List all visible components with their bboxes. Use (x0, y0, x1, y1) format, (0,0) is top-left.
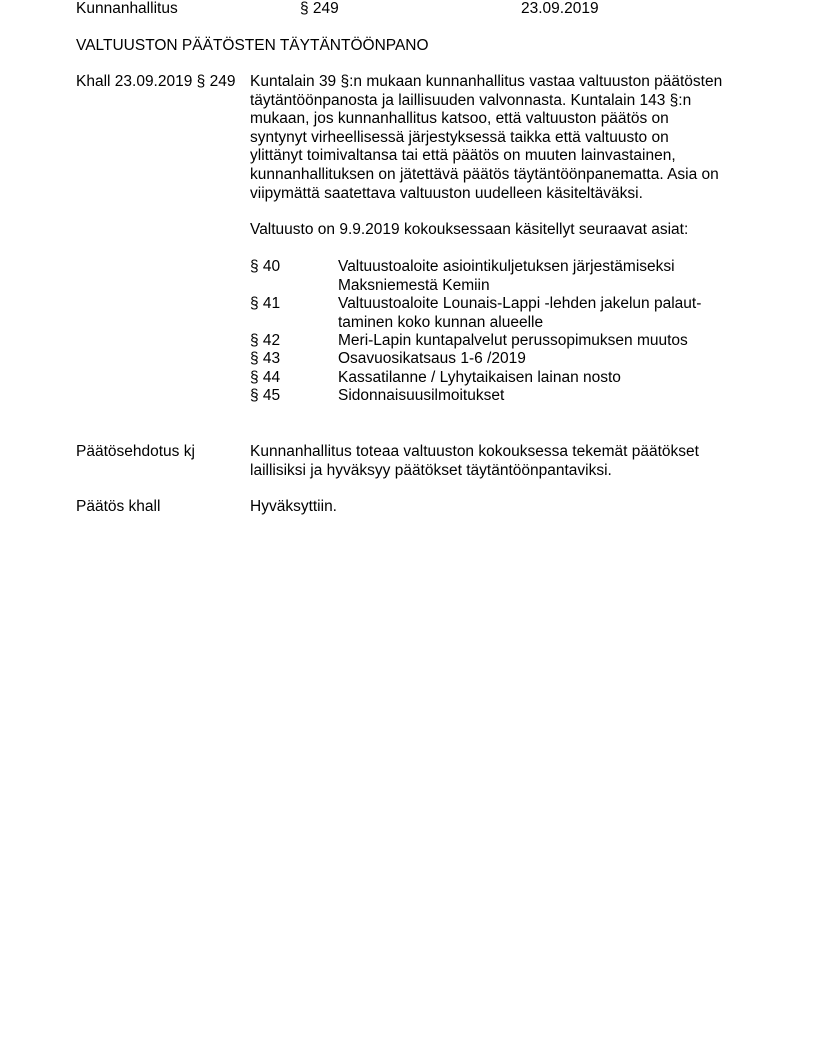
decision-label: Päätös khall (76, 498, 161, 515)
item-text: Meri-Lapin kuntapalvelut perussopimuksen muutos (338, 332, 688, 349)
item-text: Valtuustoaloite Lounais-Lappi -lehden jakelun palaut- (338, 295, 702, 312)
paragraph-line: laillisiksi ja hyväksyy päätökset täytäntöönpantaviksi. (250, 461, 612, 479)
item-number: § 45 (250, 387, 281, 404)
paragraph-line: viipymättä saatettava valtuuston uudelleen käsiteltäväksi. (250, 184, 643, 202)
item-text: Sidonnaisuusilmoitukset (338, 387, 505, 404)
item-number: § 41 (250, 295, 281, 312)
header-date: 23.09.2019 (521, 0, 599, 17)
item-text: Maksniemestä Kemiin (338, 276, 490, 294)
paragraph-line: Kuntalain 39 §:n mukaan kunnanhallitus vastaa valtuuston päätösten (250, 73, 723, 90)
paragraph-line: täytäntöönpanosta ja laillisuuden valvonnasta. Kuntalain 143 §:n (250, 91, 692, 109)
decision-text: Hyväksyttiin. (250, 498, 337, 515)
item-number: § 44 (250, 369, 281, 386)
proposal-label: Päätösehdotus kj (76, 443, 195, 460)
proposal-paragraph (250, 443, 750, 480)
preparation-paragraph (250, 73, 750, 203)
item-text: Osavuosikatsaus 1-6 /2019 (338, 350, 526, 367)
paragraph-line: ylittänyt toimivaltansa tai että päätös on muuten lainvastainen, (250, 147, 676, 165)
items-intro: Valtuusto on 9.9.2019 kokouksessaan käsitellyt seuraavat asiat: (250, 221, 689, 238)
document-title: VALTUUSTON PÄÄTÖSTEN TÄYTÄNTÖÖNPANO (76, 37, 429, 54)
item-text: Valtuustoaloite asiointikuljetuksen järjestämiseksi (338, 258, 675, 275)
item-number: § 42 (250, 332, 281, 349)
item-text: taminen koko kunnan alueelle (338, 313, 544, 331)
item-number: § 43 (250, 350, 281, 367)
paragraph-line: Kunnanhallitus toteaa valtuuston kokouksessa tekemät päätökset (250, 443, 699, 460)
item-text: Kassatilanne / Lyhytaikaisen lainan nosto (338, 369, 621, 386)
paragraph-line: syntynyt virheellisessä järjestyksessä taikka että valtuusto on (250, 128, 669, 146)
header-body: Kunnanhallitus (76, 0, 178, 17)
item-number: § 40 (250, 258, 281, 275)
header-section: § 249 (300, 0, 339, 17)
paragraph-line: mukaan, jos kunnanhallitus katsoo, että valtuuston päätös on (250, 110, 669, 128)
preparation-label: Khall 23.09.2019 § 249 (76, 73, 236, 90)
paragraph-line: kunnanhallituksen on jätettävä päätös täytäntöönpanematta. Asia on (250, 165, 719, 183)
